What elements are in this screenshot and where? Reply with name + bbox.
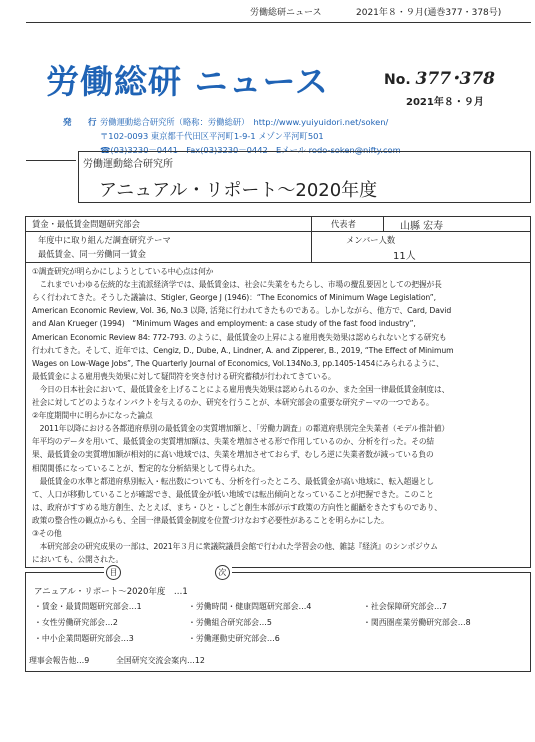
- info-row-1: [26, 217, 530, 232]
- body-line: ②年度期間中に明らかになった論点: [32, 411, 153, 421]
- toc-item[interactable]: ・社会保障研究部会…7: [363, 602, 447, 611]
- body-line: ③その他: [32, 529, 62, 538]
- toc-mark-2: 次: [215, 565, 230, 580]
- toc-item[interactable]: ・関西圏産業労働研究部会…8: [363, 618, 471, 627]
- body-line: 社会に対してどのようなインパクトを与えるのか、研究を行うことが、本研究部会の重要な研究テーマの一つである。: [32, 398, 434, 407]
- issue-number-label: No.: [384, 72, 411, 88]
- info-row-2: [26, 232, 530, 263]
- toc-lead[interactable]: アニュアル・リポート～2020年度 …1: [34, 587, 188, 597]
- publisher-label: 発 行: [63, 118, 101, 128]
- issue-number: [384, 64, 495, 89]
- toc-item[interactable]: ・労働組合研究部会…5: [188, 618, 272, 627]
- body-line: は、政府がすすめる地方創生、たとえば、まち・ひと・しごと創生本部が示す政策の方向性と齟齬をきたすものであり、: [32, 502, 442, 512]
- issue-info: 2021年８・９月(通巻377・378号): [356, 8, 502, 18]
- toc-item[interactable]: ・労働時間・健康問題研究部会…4: [188, 602, 312, 611]
- header-rule: [26, 22, 531, 23]
- divider: [383, 217, 384, 231]
- masthead-logo: 労働総研 ニュース: [46, 62, 329, 101]
- rep-name: 山縣 宏寿: [400, 221, 444, 232]
- body-line: においても、公開された。: [32, 555, 124, 565]
- member-count: 11人: [393, 251, 416, 262]
- theme-value: 最低賃金、同一労働同一賃金: [38, 249, 146, 259]
- body-line: American Economic Review 84: 772-793. のように、最低賃金の上昇による雇用喪失効果は認められないとする研究も: [32, 332, 447, 342]
- title-box: [78, 151, 531, 203]
- body-line: 行われてきた。そして、近年では、Cengiz, D., Dube, A., Lindner, A. and Zipperer, B., 2019, “The Effect of Minimum: [32, 345, 454, 355]
- body-line: 年平均のデータを用いて、最低賃金の実質増加額は、失業を増加させる形で作用しているのか、分析を行った。その結: [32, 437, 434, 447]
- body-line: 相関関係になっていることが、暫定的な分析結果として得られた。: [32, 463, 260, 473]
- masthead-rule: [26, 160, 76, 161]
- body-line: 今日の日本社会において、最低賃金を上げることによる雇用喪失効果は認められるのか、また全国一律最低賃金制度は、: [32, 384, 450, 394]
- body-line: 2011年以降における各都道府県別の最低賃金の実質増加額と、「労働力調査」の都道府県別完全失業者（モデル推計値）: [32, 424, 450, 434]
- divider: [311, 217, 312, 231]
- body-line: 政策の整合性の観点からも、全国一律最低賃金制度を位置づけなおす必要性があることを明らかにした。: [32, 515, 389, 525]
- member-label: メンバー人数: [346, 235, 396, 245]
- body-line: Wages on Low-Wage Jobs”, The Quarterly Journal of Economics, Vol.134No.3, pp.1405-1454にみられるように、: [32, 358, 444, 368]
- body-line: ①調査研究が明らかにしようとしている中心点は何か: [32, 267, 214, 276]
- issue-number-value: 377･378: [415, 69, 496, 89]
- toc-footer-item[interactable]: 全国研究交流会案内…12: [116, 656, 205, 665]
- body-line: 本研究部会の研究成果の一部は、2021年３月に衆議院議員会館で行われた学習会の他、雑誌『経済』のシンポジウム: [32, 542, 438, 552]
- address-line: 〒102-0093 東京都千代田区平河町1-9-1 メゾン平河町501: [100, 131, 324, 141]
- body-line: and Alan Krueger (1994) “Minimum Wages and employment: a case study of the fast food industry”,: [32, 319, 416, 329]
- issue-date: 2021年８・９月: [406, 97, 484, 108]
- contact-line: ☎(03)3230－0441 Fax(03)3230－0442 Eメール rodo-soken@nifty.com: [100, 145, 401, 155]
- body-line: これまでいわゆる伝統的な主流派経済学では、最低賃金は、社会に失業をもたらし、市場の攪乱要因としての把握が長: [32, 280, 442, 290]
- page-title: アニュアル・リポート～2020年度: [99, 180, 378, 201]
- toc-mark-1: 目: [106, 565, 121, 580]
- toc-item[interactable]: ・女性労働研究部会…2: [34, 618, 118, 627]
- body-line: American Economic Review, Vol. 36, No.3 以降, 活発に行われてきたものである。しかしながら、他方で、Card, David: [32, 306, 452, 316]
- body-line: 最低賃金の水準と都道府県別転入・転出数についても、分析を行ったところ、最低賃金が高い地域に、転入超過とし: [32, 476, 434, 486]
- toc-item[interactable]: ・労働運動史研究部会…6: [188, 634, 280, 643]
- toc-item[interactable]: ・賃金・最賃問題研究部会…1: [34, 602, 142, 611]
- toc-footer-item[interactable]: 理事会報告他…9: [29, 656, 90, 665]
- rep-label: 代表者: [331, 219, 356, 229]
- report-box: [25, 216, 531, 568]
- body-line: て、人口が移動していることが確認でき、最低賃金が低い地域では転出傾向となっていることが把握できた。このこと: [32, 489, 434, 499]
- publisher-line: 労働運動総合研究所（略称：労働総研） http://www.yuiyuidori.net/soken/: [100, 117, 389, 127]
- divider: [311, 232, 312, 262]
- toc-heading: [104, 565, 232, 580]
- toc-item[interactable]: ・中小企業問題研究部会…3: [34, 634, 134, 643]
- dept-name: 賃金・最低賃金問題研究部会: [32, 219, 140, 229]
- body-line: 果、最低賃金の実質増加額が相対的に高い地域では、失業を増加させておらず、むしろ逆に失業者数が減っている負の: [32, 450, 434, 460]
- body-line: 最低賃金による雇用喪失効果に対して疑問符を突き付ける研究蓄積が行われてきている。: [32, 371, 336, 381]
- theme-label: 年度中に取り組んだ調査研究テーマ: [38, 235, 171, 245]
- toc-box: [25, 568, 531, 672]
- body-line: らく行われてきた。そうした議論は、Stigler, George J (1946)：“The Economics of Minimum Wage Legislation”,: [32, 293, 436, 303]
- org-name: 労働運動総合研究所: [83, 159, 173, 170]
- newsletter-name: 労働総研ニュース: [250, 8, 322, 18]
